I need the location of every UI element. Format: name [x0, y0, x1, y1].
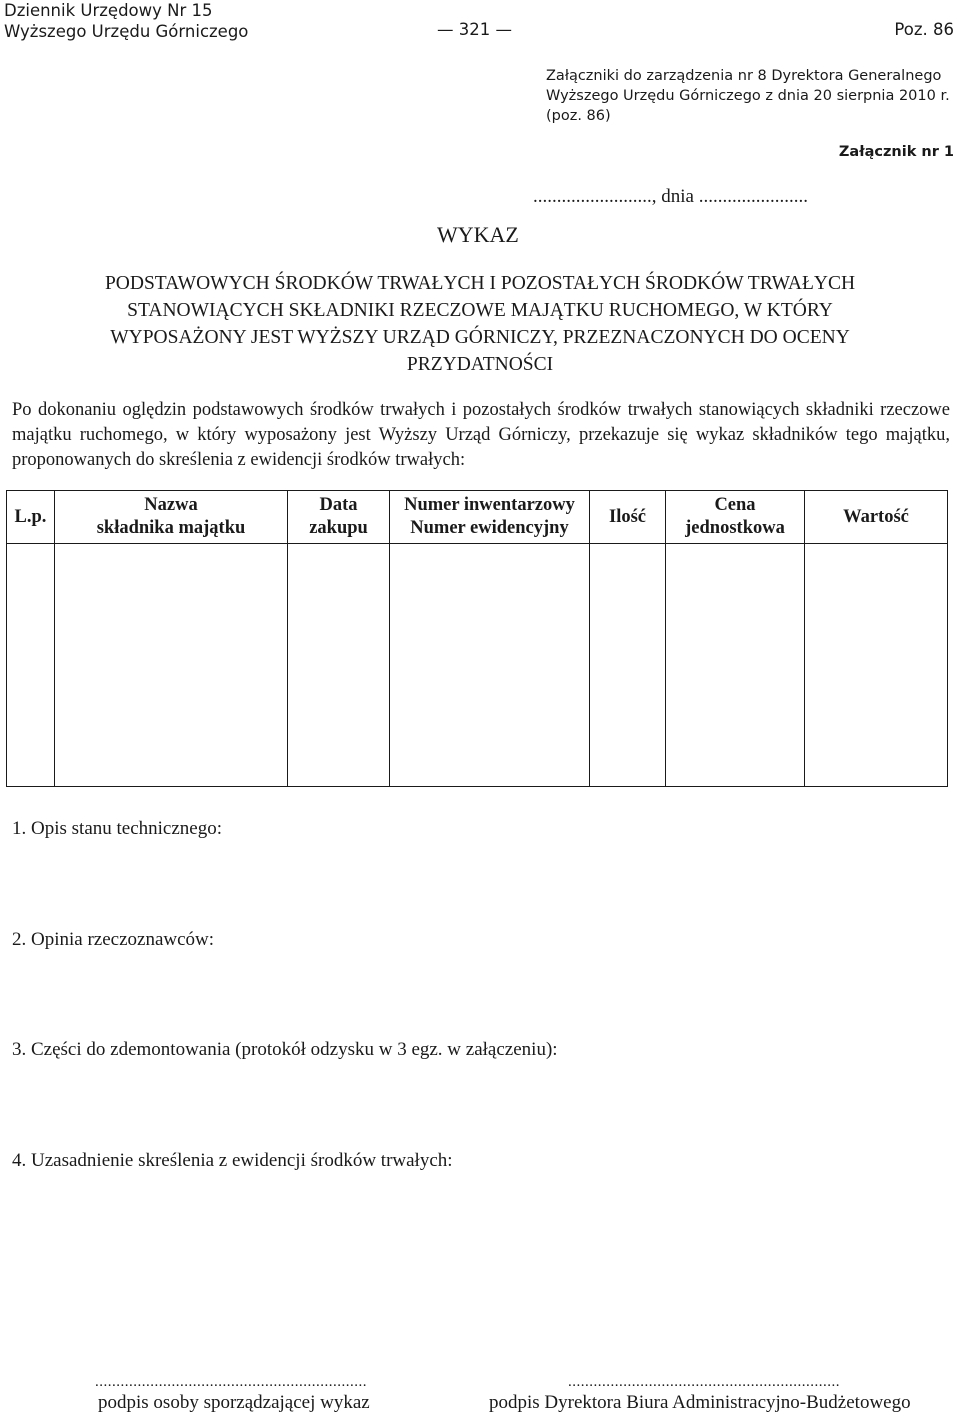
- col-header-purchase-date-line2: zakupu: [309, 518, 368, 538]
- table-row: [7, 544, 948, 787]
- col-header-value-line1: Wartość: [843, 506, 909, 527]
- document-title-line4: PRZYDATNOŚCI: [406, 354, 554, 375]
- document-heading: WYKAZ: [437, 222, 519, 247]
- table-cell-purchase-date: [288, 544, 390, 787]
- table-header-row: [7, 491, 948, 544]
- section-justification: 4. Uzasadnienie skreślenia z ewidencji środków trwałych:: [12, 1150, 453, 1171]
- col-header-unit-price: [666, 491, 805, 544]
- col-header-unit-price-line1: Cena: [714, 495, 756, 515]
- attachment-label: Załącznik nr 1: [838, 144, 954, 160]
- signature-right-line: ................................................................: [568, 1374, 840, 1390]
- col-header-lp-line1: L.p.: [14, 506, 47, 527]
- journal-title: [4, 0, 248, 42]
- table-cell-inventory-number: [390, 544, 590, 787]
- section-technical-condition: 1. Opis stanu technicznego:: [12, 818, 223, 839]
- journal-title-line2: Wyższego Urzędu Górniczego: [4, 22, 249, 41]
- col-header-value: [805, 491, 948, 544]
- document-title-line1: PODSTAWOWYCH ŚRODKÓW TRWAŁYCH I POZOSTAŁYCH ŚRODKÓW TRWAŁYCH: [104, 273, 856, 294]
- col-header-quantity-line1: Ilość: [609, 506, 646, 527]
- col-header-purchase-date-line1: Data: [319, 495, 358, 515]
- attachment-note-line1: Załączniki do zarządzenia nr 8 Dyrektora Generalnego: [546, 68, 942, 84]
- col-header-unit-price-line2: jednostkowa: [685, 518, 785, 538]
- col-header-name-line1: Nazwa: [144, 495, 198, 515]
- table-cell-quantity: [590, 544, 666, 787]
- intro-paragraph: Po dokonaniu oględzin podstawowych środków trwałych i pozostałych środków trwałych stanowiących składniki rzeczowe majątku ruchomego, w który wyposażony jest Wyższy Urząd Górniczy, przekazuje się wykaz składników tego majątku, proponowanych do skreślenia z ewidencji środków trwałych:: [12, 400, 950, 470]
- col-header-purchase-date: [288, 491, 390, 544]
- signature-left-label: podpis osoby sporządzającej wykaz: [98, 1392, 370, 1413]
- page-number: — 321 —: [437, 20, 512, 39]
- table-cell-lp: [7, 544, 55, 787]
- col-header-quantity: [590, 491, 666, 544]
- document-title: [40, 270, 920, 378]
- signature-right-label: podpis Dyrektora Biura Administracyjno-Budżetowego: [489, 1392, 911, 1413]
- signature-left-line: ................................................................: [95, 1374, 367, 1390]
- table-cell-name: [55, 544, 288, 787]
- col-header-inventory-number-line1: Numer inwentarzowy: [404, 495, 575, 515]
- assets-table: [6, 490, 948, 787]
- col-header-name: [55, 491, 288, 544]
- col-header-inventory-number-line2: Numer ewidencyjny: [410, 518, 569, 538]
- attachment-note-line2: Wyższego Urzędu Górniczego z dnia 20 sierpnia 2010 r.: [546, 88, 950, 104]
- col-header-name-line2: składnika majątku: [96, 518, 246, 538]
- attachment-note-line3: (poz. 86): [546, 108, 611, 124]
- date-line: ........................., dnia .......................: [533, 186, 808, 207]
- document-title-line3: WYPOSAŻONY JEST WYŻSZY URZĄD GÓRNICZY, PRZEZNACZONYCH DO OCENY: [110, 327, 850, 348]
- table-cell-value: [805, 544, 948, 787]
- table-cell-unit-price: [666, 544, 805, 787]
- document-title-line2: STANOWIĄCYCH SKŁADNIKI RZECZOWE MAJĄTKU RUCHOMEGO, W KTÓRY: [127, 300, 833, 321]
- col-header-lp: [7, 491, 55, 544]
- journal-title-line1: Dziennik Urzędowy Nr 15: [4, 1, 213, 20]
- section-parts-to-dismantle: 3. Części do zdemontowania (protokół odzysku w 3 egz. w załączeniu):: [12, 1039, 558, 1060]
- col-header-inventory-number: [390, 491, 590, 544]
- attachment-note: [546, 66, 956, 126]
- position-label: Poz. 86: [894, 20, 954, 39]
- section-expert-opinion: 2. Opinia rzeczoznawców:: [12, 929, 215, 950]
